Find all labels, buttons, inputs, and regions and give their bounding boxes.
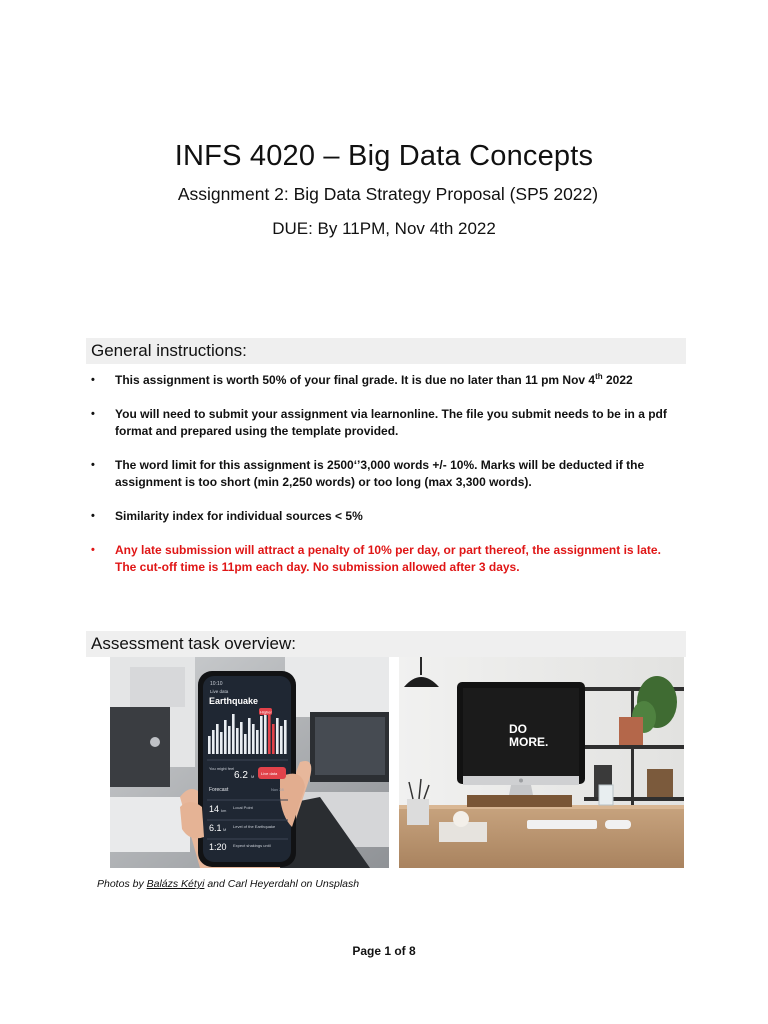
reading-label: You might feel xyxy=(209,766,235,771)
row-unit: M xyxy=(223,827,227,832)
phone-chart-bar xyxy=(272,724,275,754)
credit-suffix: and Carl Heyerdahl on Unsplash xyxy=(204,878,360,890)
forecast-date: Nov 28 xyxy=(271,787,284,792)
photo-credit xyxy=(97,878,359,890)
reading-unit: M xyxy=(251,774,255,779)
phone-chart-bar xyxy=(220,732,223,754)
assignment-subtitle: Assignment 2: Big Data Strategy Proposal (SP5 2022) xyxy=(177,184,599,204)
phone-chart-bar xyxy=(216,724,219,754)
list-item xyxy=(88,372,678,389)
desk-photo-image xyxy=(399,657,684,868)
desk-photo xyxy=(399,657,684,868)
phone-chart-bar xyxy=(208,736,211,754)
bullet-icon: • xyxy=(91,510,95,522)
item-superscript: th xyxy=(595,372,603,381)
item-text-end: 2022 xyxy=(602,373,633,387)
phone-chart-bar xyxy=(264,712,267,754)
credit-prefix: Photos by xyxy=(97,878,147,890)
task-overview-heading: Assessment task overview: xyxy=(86,631,686,657)
bullet-icon: • xyxy=(91,374,95,386)
phone-chart-bar xyxy=(284,720,287,754)
back-label: Live data xyxy=(210,689,229,694)
status-time: 10:10 xyxy=(210,681,223,687)
phone-chart-bar xyxy=(244,734,247,754)
list-item xyxy=(88,406,678,440)
screen-text-do: DO xyxy=(509,722,527,736)
live-data-button: Live data xyxy=(261,771,278,776)
item-text: You will need to submit your assignment via learnonline. The file you submit needs to be in a pdf format and prepared using the template provided. xyxy=(115,407,667,438)
item-text: Similarity index for individual sources < 5% xyxy=(115,509,363,523)
phone-chart-bar xyxy=(224,720,227,754)
screen-text-more: MORE. xyxy=(509,735,549,749)
general-instructions-heading: General instructions: xyxy=(86,338,686,364)
phone-chart-bar xyxy=(280,726,283,754)
phone-chart-bar xyxy=(260,716,263,754)
phone-chart-bar xyxy=(268,710,271,754)
app-title: Earthquake xyxy=(209,696,259,706)
phone-chart-bar xyxy=(276,718,279,754)
phone-chart-bar xyxy=(232,714,235,754)
item-text: This assignment is worth 50% of your final grade. It is due no later than 11 pm Nov 4 xyxy=(115,373,596,387)
bullet-icon: • xyxy=(91,544,95,556)
phone-photo xyxy=(110,657,389,868)
page-number: Page 1 of 8 xyxy=(352,944,416,958)
item-text: The word limit for this assignment is 2500‘’3,000 words +/- 10%. Marks will be deducted if the assignment is too short (min 2,250 words) or too long (max 3,300 words). xyxy=(115,458,645,489)
phone-chart-bar xyxy=(212,730,215,754)
bullet-icon: • xyxy=(91,459,95,471)
row-value: 14 xyxy=(209,804,220,814)
instructions-list xyxy=(88,372,678,593)
reading-value: 6.2 xyxy=(234,770,248,781)
row-label: Expect shakings until xyxy=(233,843,271,848)
row-value: 1:20 xyxy=(209,842,227,852)
due-date: DUE: By 11PM, Nov 4th 2022 xyxy=(272,219,496,238)
list-item xyxy=(88,508,678,525)
list-item xyxy=(88,457,678,491)
bullet-icon: • xyxy=(91,408,95,420)
row-value: 6.1 xyxy=(209,823,222,833)
phone-chart-bar xyxy=(236,728,239,754)
forecast-label: Forecast xyxy=(209,787,229,793)
document-title: INFS 4020 – Big Data Concepts xyxy=(174,140,594,172)
phone-chart-bar xyxy=(240,722,243,754)
row-label: Local Point xyxy=(233,805,253,810)
row-unit: km xyxy=(221,808,227,813)
phone-chart-bar xyxy=(252,724,255,754)
list-item-warning xyxy=(88,542,678,576)
phone-chart-bar xyxy=(256,730,259,754)
phone-photo-image xyxy=(110,657,389,868)
highlight-label: Higher xyxy=(260,709,272,715)
item-text: Any late submission will attract a penalty of 10% per day, or part thereof, the assignment is late. The cut-off time is 11pm each day. No submission allowed after 3 days. xyxy=(115,543,661,574)
row-label: Level of the Earthquake xyxy=(233,824,276,829)
phone-chart-bar xyxy=(228,726,231,754)
phone-chart-bar xyxy=(248,718,251,754)
author-link[interactable]: Balázs Kétyi xyxy=(146,878,205,890)
